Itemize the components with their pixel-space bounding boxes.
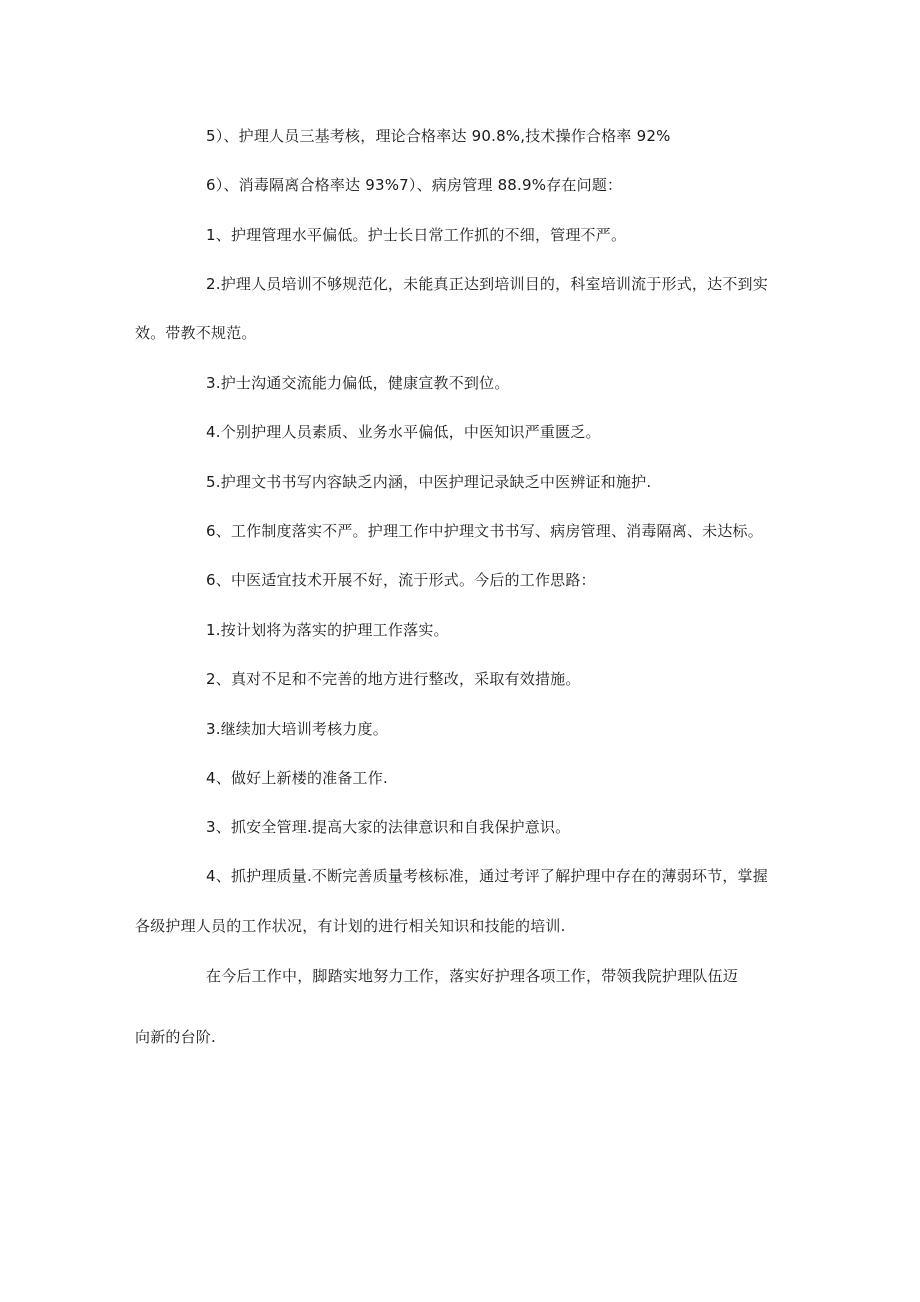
text-line-problem-1: 1、护理管理水平偏低。护士长日常工作抓的不细，管理不严。 — [206, 226, 627, 244]
text-line-plan-3b: 3、抓安全管理.提高大家的法律意识和自我保护意识。 — [206, 818, 571, 836]
text-line-plan-2: 2、真对不足和不完善的地方进行整改，采取有效措施。 — [206, 670, 581, 688]
text-line-item-6-disinfection: 6）、消毒隔离合格率达 93%7）、病房管理 88.9%存在问题： — [206, 176, 623, 194]
text-line-plan-3: 3.继续加大培训考核力度。 — [206, 720, 388, 738]
text-line-plan-4: 4、做好上新楼的准备工作. — [206, 769, 388, 787]
text-line-problem-2-cont: 效。带教不规范。 — [135, 324, 257, 342]
text-line-problem-6b: 6、中医适宜技术开展不好，流于形式。今后的工作思路： — [206, 571, 596, 589]
text-line-closing: 在今后工作中，脚踏实地努力工作，落实好护理各项工作，带领我院护理队伍迈 — [206, 967, 739, 985]
text-line-problem-4: 4.个别护理人员素质、业务水平偏低，中医知识严重匮乏。 — [206, 423, 601, 441]
text-line-plan-4b: 4、抓护理质量.不断完善质量考核标准，通过考评了解护理中存在的薄弱环节，掌握 — [206, 867, 768, 885]
text-line-plan-4b-cont: 各级护理人员的工作状况，有计划的进行相关知识和技能的培训. — [135, 917, 566, 935]
text-line-problem-2: 2.护理人员培训不够规范化，未能真正达到培训目的，科室培训流于形式，达不到实 — [206, 275, 768, 293]
text-line-problem-5: 5.护理文书书写内容缺乏内涵，中医护理记录缺乏中医辨证和施护. — [206, 473, 652, 491]
text-line-item-5-assessment: 5）、护理人员三基考核，理论合格率达 90.8%,技术操作合格率 92% — [206, 127, 671, 145]
text-line-problem-6: 6、工作制度落实不严。护理工作中护理文书书写、病房管理、消毒隔离、未达标。 — [206, 522, 763, 540]
text-line-closing-cont: 向新的台阶. — [135, 1028, 216, 1046]
text-line-problem-3: 3.护士沟通交流能力偏低，健康宣教不到位。 — [206, 374, 510, 392]
text-line-plan-1: 1.按计划将为落实的护理工作落实。 — [206, 621, 449, 639]
